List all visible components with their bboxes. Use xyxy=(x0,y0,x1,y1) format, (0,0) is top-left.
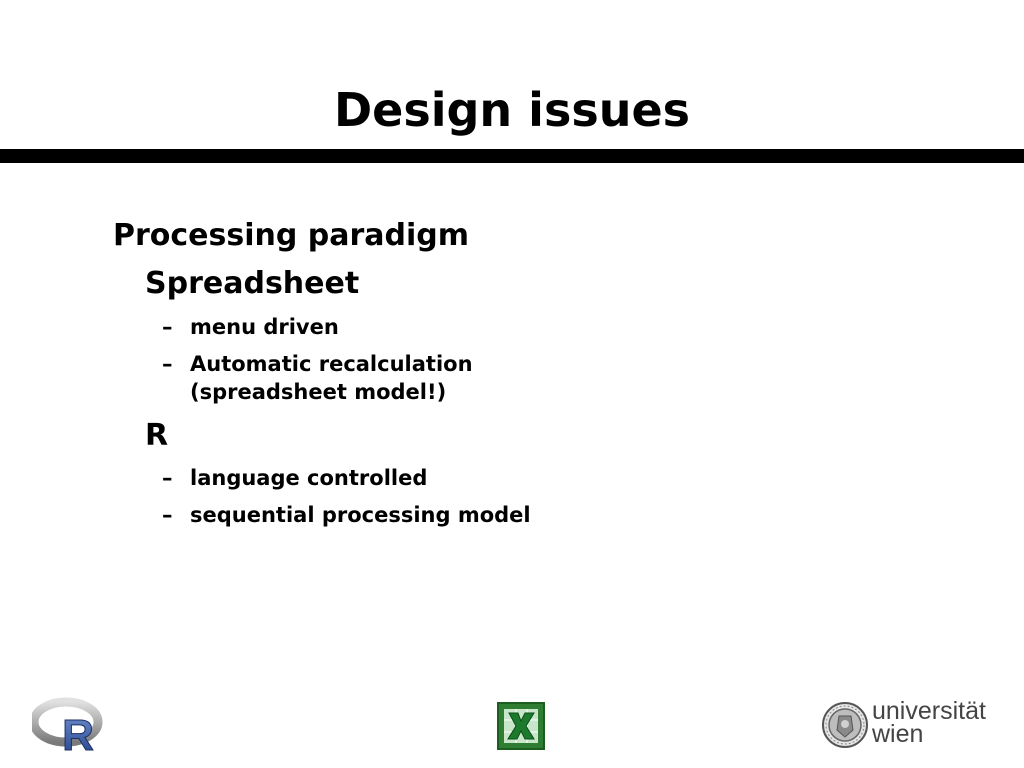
sub-bullet-sequential-processing xyxy=(162,501,531,529)
bullet-spreadsheet: Spreadsheet xyxy=(145,266,360,301)
sub-bullet-text: Automatic recalculation (spreadsheet model!) xyxy=(190,352,473,404)
university-seal-icon xyxy=(822,700,868,750)
excel-icon xyxy=(497,702,545,750)
title-underline-rule xyxy=(0,149,1024,163)
svg-text:R: R xyxy=(62,711,94,755)
sub-bullet-text: language controlled xyxy=(190,466,428,490)
dash-marker: – xyxy=(162,503,173,527)
sub-bullet-automatic-recalculation xyxy=(162,350,510,406)
dash-marker: – xyxy=(162,315,173,339)
r-logo-icon xyxy=(32,697,104,755)
sub-bullet-menu-driven xyxy=(162,313,339,341)
bullet-processing-paradigm: Processing paradigm xyxy=(113,218,470,253)
dash-marker: – xyxy=(162,466,173,490)
university-wordmark xyxy=(872,697,986,748)
university-logo xyxy=(822,698,992,752)
sub-bullet-text: menu driven xyxy=(190,315,339,339)
sub-bullet-text: sequential processing model xyxy=(190,503,531,527)
slide-title: Design issues xyxy=(333,83,691,137)
sub-bullet-language-controlled xyxy=(162,464,427,492)
bullet-r: R xyxy=(145,418,169,453)
dash-marker: – xyxy=(162,352,173,376)
university-wordmark-line2: wien xyxy=(872,720,924,748)
university-wordmark-line1: universität xyxy=(872,697,986,725)
